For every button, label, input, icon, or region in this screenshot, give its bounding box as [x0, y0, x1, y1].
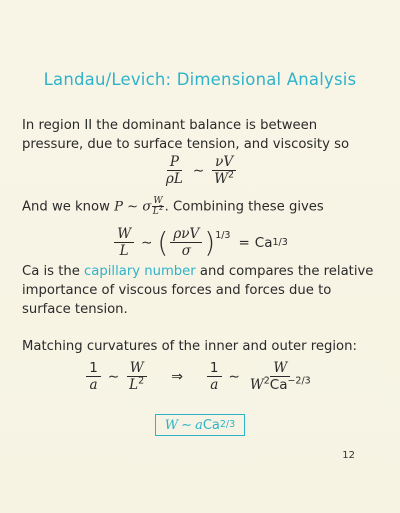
slide-title: Landau/Levich: Dimensional Analysis	[43, 70, 357, 89]
fraction-nuv-over-w2	[211, 154, 237, 187]
fraction-1-over-a-second: $\frac{1}{a}$	[207, 360, 222, 393]
fraction-p-over-rhol	[163, 154, 186, 187]
denominator: $W^2$	[214, 169, 235, 187]
fraction-w-over-l: $\frac{W}{L}$	[114, 226, 134, 259]
fraction-1-over-a: $\frac{1}{a}$	[86, 360, 101, 393]
numerator: P	[167, 154, 182, 171]
exponent: 1/3	[215, 230, 231, 241]
denominator: ρL	[165, 171, 183, 187]
fraction-rhonuv-over-sigma: $\frac{\text{ρνV}}{\sigma}$	[170, 226, 202, 259]
relation-symbol: ∼	[192, 162, 205, 179]
text-suffix: . Combining these gives	[164, 199, 324, 215]
left-paren: (	[157, 225, 169, 259]
equals-sign: =	[238, 234, 250, 251]
equation-matching: $\frac{1}{a}$ ∼ $\frac{W}{L^2}$ ⇒ $\frac{1}{a}$ ∼ $\frac{W}{W^2Ca^{-2/3}}$	[0, 360, 400, 393]
fraction-w-over-l2: $\frac{W}{L^2}$	[126, 360, 147, 393]
implies-arrow: ⇒	[171, 368, 183, 385]
page-number: 12	[342, 450, 355, 461]
result-box: W ∼ a Ca 2/3	[155, 414, 245, 436]
inline-fraction-w-over-l2: $\frac{W}{L^2}$	[152, 196, 164, 217]
numerator: νV	[212, 154, 236, 171]
text-prefix: And we know	[22, 199, 115, 215]
equation-pressure-balance	[0, 154, 400, 187]
fraction-w-over-w2ca: $\frac{W}{W^2Ca^{-2/3}}$	[249, 360, 311, 393]
ca-symbol: Ca	[254, 234, 273, 251]
right-paren: )	[204, 225, 216, 259]
inline-math: P ∼ σ	[114, 199, 152, 215]
paragraph-region-two: In region II the dominant balance is between pressure, due to surface tension, and viscosity so	[22, 118, 350, 152]
capillary-number-highlight: capillary number	[84, 264, 196, 279]
paragraph-capillary-number: Ca is the capillary number and compares the relative importance of viscous forces and forces due to surface tension.	[22, 264, 374, 317]
equation-capillary-scaling: $\frac{W}{L}$ ∼ ( $\frac{\text{ρνV}}{\sigma}$ ) $^{1/3}$ = Ca 1/3	[0, 226, 400, 259]
paragraph-matching-curvatures: Matching curvatures of the inner and outer region:	[22, 339, 357, 354]
relation-symbol: ∼	[141, 234, 153, 251]
paragraph-we-know	[22, 196, 382, 217]
